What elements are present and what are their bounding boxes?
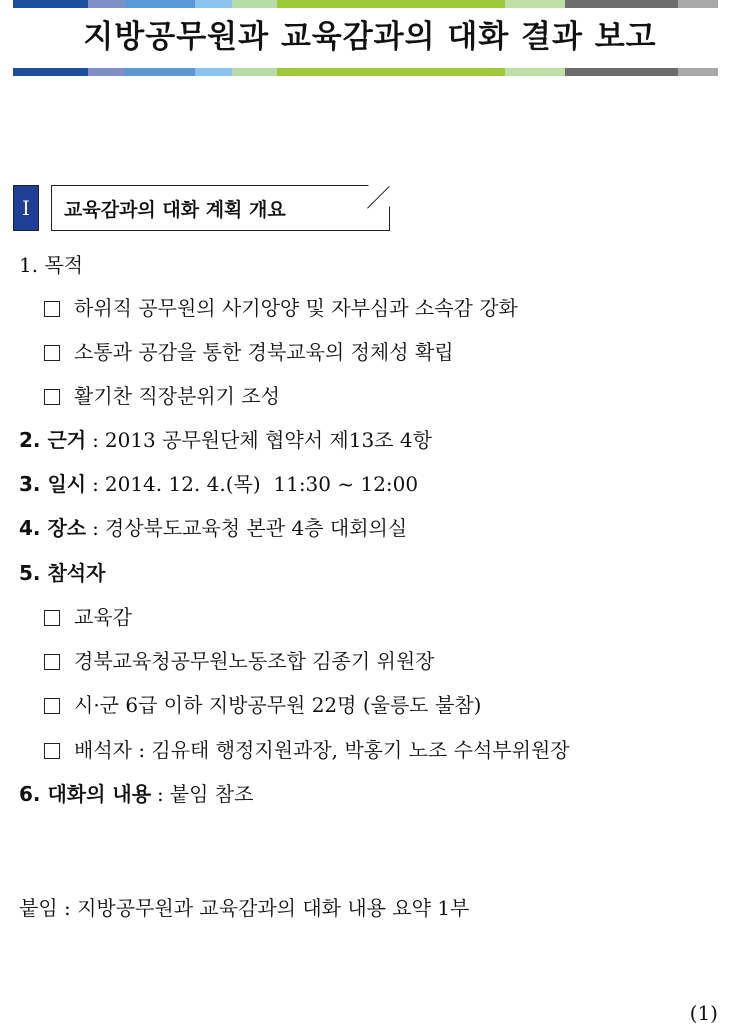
list-item: 활기찬 직장분위기 조성	[44, 381, 280, 411]
attachment-note: 붙임 : 지방공무원과 교육감과의 대화 내용 요약 1부	[19, 896, 470, 920]
color-bar-segment	[13, 68, 88, 76]
document-title: 지방공무원과 교육감과의 대화 결과 보고	[83, 19, 657, 55]
item-purpose-label: 1. 목적	[19, 253, 84, 277]
color-bar-segment	[505, 0, 565, 8]
item-datetime: 3. 일시 : 2014. 12. 4.(목) 11:30 ~ 12:00	[19, 472, 419, 496]
list-item: 교육감	[44, 602, 132, 632]
color-bar-segment	[277, 0, 505, 8]
page-number: (1)	[689, 1001, 718, 1025]
color-bar-segment	[678, 68, 718, 76]
header-color-bar-top	[13, 0, 718, 8]
item-basis: 2. 근거 : 2013 공무원단체 협약서 제13조 4항	[19, 428, 432, 452]
color-bar-segment	[195, 0, 232, 8]
header-color-bar-bottom	[13, 68, 718, 76]
checkbox-square-icon	[44, 345, 60, 361]
checkbox-square-icon	[44, 389, 60, 405]
color-bar-segment	[565, 0, 678, 8]
color-bar-segment	[565, 68, 678, 76]
item-place: 4. 장소 : 경상북도교육청 본관 4층 대회의실	[19, 516, 408, 540]
list-item: 소통과 공감을 통한 경북교육의 정체성 확립	[44, 337, 454, 367]
color-bar-segment	[195, 68, 232, 76]
checkbox-square-icon	[44, 743, 60, 759]
checkbox-square-icon	[44, 654, 60, 670]
checkbox-square-icon	[44, 301, 60, 317]
section-title-box	[51, 185, 390, 231]
list-item: 시·군 6급 이하 지방공무원 22명 (울릉도 불참)	[44, 690, 481, 720]
color-bar-segment	[277, 68, 505, 76]
item-content: 6. 대화의 내용 : 붙임 참조	[19, 782, 254, 806]
list-item: 경북교육청공무원노동조합 김종기 위원장	[44, 646, 434, 676]
section-title: 교육감과의 대화 계획 개요	[64, 198, 286, 221]
color-bar-segment	[505, 68, 565, 76]
color-bar-segment	[125, 68, 195, 76]
color-bar-segment	[88, 0, 125, 8]
list-item: 하위직 공무원의 사기앙양 및 자부심과 소속감 강화	[44, 293, 518, 323]
color-bar-segment	[232, 68, 277, 76]
item-attendees-label: 5. 참석자	[19, 561, 106, 585]
color-bar-segment	[125, 0, 195, 8]
color-bar-segment	[88, 68, 125, 76]
checkbox-square-icon	[44, 698, 60, 714]
color-bar-segment	[13, 0, 88, 8]
checkbox-square-icon	[44, 610, 60, 626]
section-header	[13, 185, 390, 231]
list-item: 배석자 : 김유태 행정지원과장, 박홍기 노조 수석부위원장	[44, 735, 570, 765]
color-bar-segment	[232, 0, 277, 8]
color-bar-segment	[678, 0, 718, 8]
section-number: Ⅰ	[13, 185, 39, 231]
